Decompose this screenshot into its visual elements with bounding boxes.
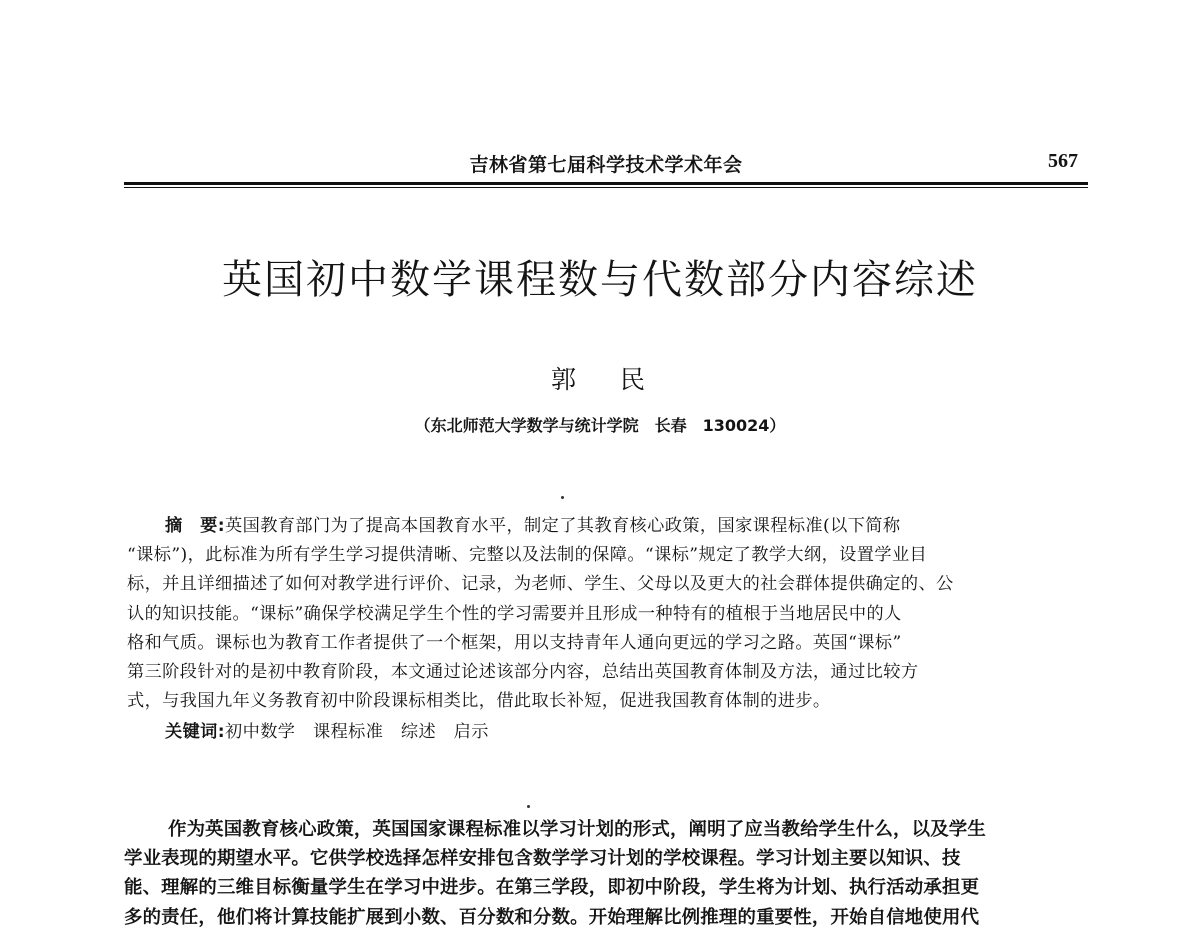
header-rule-thin bbox=[124, 187, 1088, 188]
abstract-line: 格和气质。课标也为教育工作者提供了一个框架，用以支持青年人通向更远的学习之路。英国“课标” bbox=[127, 632, 902, 653]
abstract-line: “课标”)，此标准为所有学生学习提供清晰、完整以及法制的保障。“课标”规定了教学大纲，设置学业目 bbox=[127, 545, 928, 566]
abstract bbox=[127, 512, 1089, 748]
body-line: 多的责任，他们将计算技能扩展到小数、百分数和分数。开始理解比例推理的重要性，开始自信地使用代 bbox=[124, 906, 980, 928]
keywords-label: 关键词: bbox=[165, 722, 226, 743]
conference-name: 吉林省第七届科学技术学术年会 bbox=[469, 154, 743, 176]
author-affiliation: （东北师范大学数学与统计学院 长春 130024） bbox=[414, 416, 786, 435]
author-name: 郭 民 bbox=[551, 365, 663, 394]
abstract-line: 认的知识技能。“课标”确保学校满足学生个性的学习需要并且形成一种特有的植根于当地居民中的人 bbox=[127, 603, 902, 624]
keywords-text: 初中数学 课程标准 综述 启示 bbox=[225, 722, 489, 743]
body-text bbox=[124, 815, 1090, 932]
body-line: 学业表现的期望水平。它供学校选择怎样安排包含数学学习计划的学校课程。学习计划主要以知识、技 bbox=[124, 848, 961, 870]
body-line: 作为英国教育核心政策，英国国家课程标准以学习计划的形式，阐明了应当教给学生什么，以及学生 bbox=[168, 819, 986, 840]
header-rule-thick bbox=[124, 182, 1088, 185]
page-number: 567 bbox=[1048, 150, 1078, 172]
abstract-line: 式，与我国九年义务教育初中阶段课标相类比，借此取长补短，促进我国教育体制的进步。 bbox=[127, 691, 831, 712]
scan-speck bbox=[561, 496, 564, 499]
scan-speck bbox=[527, 805, 530, 808]
abstract-line: 第三阶段针对的是初中教育阶段，本文通过论述该部分内容，总结出英国教育体制及方法，通过比较方 bbox=[127, 661, 919, 682]
running-head bbox=[124, 150, 1088, 180]
abstract-line: 标，并且详细描述了如何对教学进行评价、记录，为老师、学生、父母以及更大的社会群体提供确定的、公 bbox=[127, 574, 954, 595]
keywords bbox=[127, 718, 1089, 747]
paper-title: 英国初中数学课程数与代数部分内容综述 bbox=[222, 257, 978, 303]
abstract-label: 摘 要: bbox=[165, 516, 226, 536]
body-line: 能、理解的三维目标衡量学生在学习中进步。在第三学段，即初中阶段，学生将为计划、执行活动承担更 bbox=[124, 877, 980, 899]
abstract-line: 摘 要:英国教育部门为了提高本国教育水平，制定了其教育核心政策，国家课程标准(以下简称 bbox=[165, 516, 901, 536]
